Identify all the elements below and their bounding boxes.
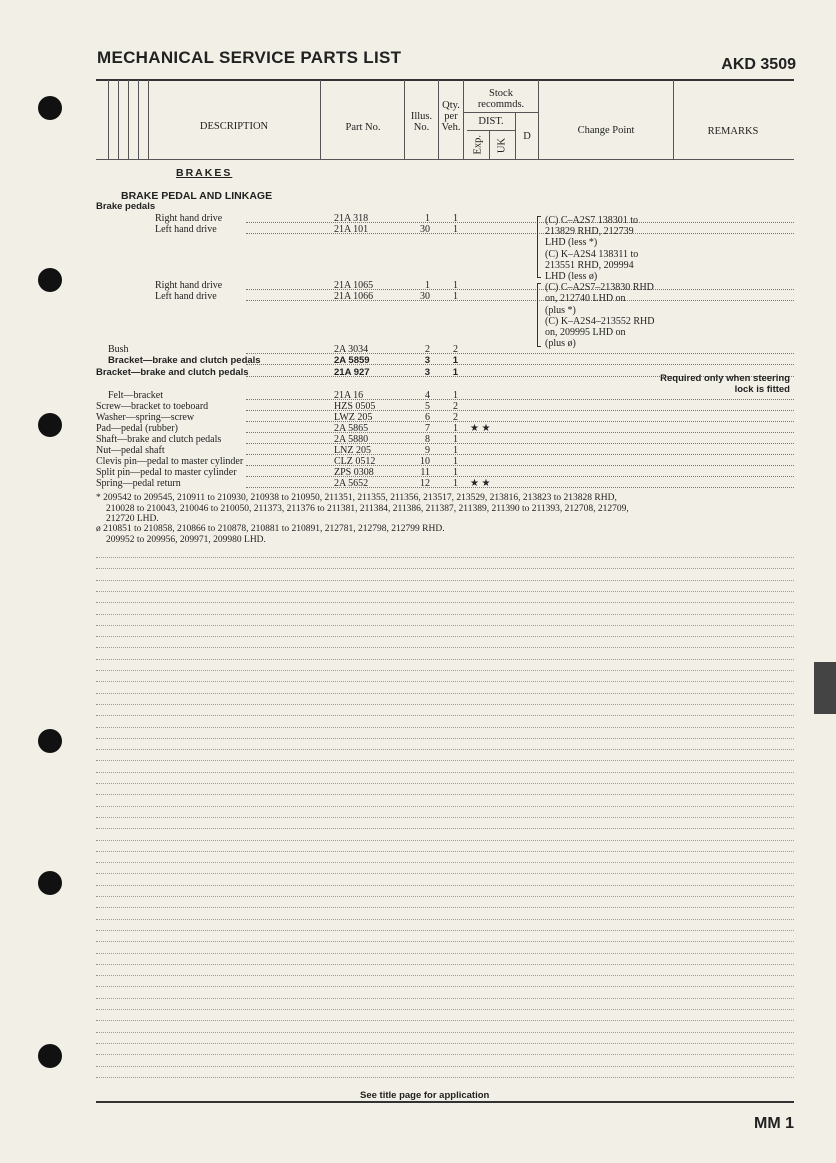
- part-number: HZS 0505: [334, 401, 376, 412]
- change-point-line: (plus *): [545, 304, 576, 316]
- illus-number: 5: [425, 401, 430, 412]
- part-number: 21A 1066: [334, 291, 374, 302]
- part-number: 2A 3034: [334, 344, 369, 355]
- part-description: Left hand drive: [155, 224, 217, 235]
- col-part-no: Part No.: [345, 122, 381, 133]
- part-description: Pad—pedal (rubber): [96, 423, 178, 434]
- leader-dots: [246, 300, 794, 301]
- ruled-line: [96, 873, 794, 874]
- ruled-line: [96, 1043, 794, 1044]
- leader-dots: [246, 364, 794, 365]
- leader-dots: [246, 410, 794, 411]
- column-divider: [148, 80, 149, 159]
- ruled-line: [96, 738, 794, 739]
- illus-number: 3: [424, 355, 430, 366]
- ruled-line: [96, 727, 794, 728]
- part-number: 21A 318: [334, 213, 369, 224]
- change-point-line: (C) K–A2S4–213552 RHD: [545, 315, 655, 327]
- section-tab: [814, 662, 836, 714]
- leader-dots: [246, 465, 794, 466]
- ruled-line: [96, 817, 794, 818]
- part-number: CLZ 0512: [334, 456, 376, 467]
- dist-divider: [467, 130, 515, 131]
- illus-number: 12: [420, 478, 430, 489]
- illus-number: 6: [425, 412, 430, 423]
- change-point-line: (plus ø): [545, 338, 576, 350]
- ruled-line: [96, 1054, 794, 1055]
- col-dist: DIST.: [478, 116, 504, 127]
- illus-number: 3: [424, 367, 430, 378]
- part-description: Split pin—pedal to master cylinder: [96, 467, 237, 478]
- ruled-line: [96, 591, 794, 592]
- part-description: Spring—pedal return: [96, 478, 181, 489]
- col-uk: UK: [496, 137, 508, 154]
- col-d: D: [523, 131, 531, 142]
- part-description: Right hand drive: [155, 280, 223, 291]
- ruled-line: [96, 964, 794, 965]
- ruled-line: [96, 1077, 794, 1078]
- ruled-line: [96, 636, 794, 637]
- qty-per-vehicle: 2: [453, 401, 458, 412]
- illus-number: 7: [425, 423, 430, 434]
- part-description: Nut—pedal shaft: [96, 445, 165, 456]
- part-number: 2A 5865: [334, 423, 369, 434]
- change-point-line: (C) C–A2S7–213830 RHD: [545, 282, 654, 294]
- page-number: MM 1: [754, 1115, 794, 1132]
- qty-per-vehicle: 1: [453, 456, 458, 467]
- page-title: MECHANICAL SERVICE PARTS LIST: [97, 48, 402, 67]
- stock-stars: ★ ★: [470, 423, 491, 434]
- col-qty: Qty. per Veh.: [441, 100, 461, 133]
- illus-number: 8: [425, 434, 430, 445]
- ruled-line: [96, 828, 794, 829]
- binder-hole: [38, 871, 62, 895]
- ruled-line: [96, 1009, 794, 1010]
- footnote-line: 210028 to 210043, 210046 to 210050, 211373, 211376 to 211381, 211384, 211386, 211387, 211389, 211390 to 211393, 212708, 212709,: [106, 504, 629, 514]
- part-description: Left hand drive: [155, 291, 217, 302]
- group-title: Brake pedals: [96, 201, 156, 212]
- ruled-line: [96, 625, 794, 626]
- illus-number: 1: [425, 280, 430, 291]
- change-point-line: 213551 RHD, 209994: [545, 259, 634, 271]
- leader-dots: [246, 487, 794, 488]
- part-number: 21A 927: [334, 367, 370, 378]
- part-description: Shaft—brake and clutch pedals: [96, 434, 222, 445]
- change-point-line: LHD (less ø): [545, 271, 598, 282]
- part-number: 21A 101: [334, 224, 369, 235]
- qty-per-vehicle: 1: [452, 367, 458, 378]
- part-number: LWZ 205: [334, 412, 373, 423]
- ruled-line: [96, 568, 794, 569]
- col-change-point: Change Point: [577, 125, 635, 136]
- qty-per-vehicle: 1: [453, 467, 458, 478]
- column-divider: [118, 80, 119, 159]
- ruled-line: [96, 840, 794, 841]
- binder-hole: [38, 729, 62, 753]
- part-number: 2A 5652: [334, 478, 369, 489]
- illus-number: 11: [420, 467, 430, 478]
- qty-per-vehicle: 2: [453, 412, 458, 423]
- leader-dots: [246, 233, 794, 234]
- ruled-line: [96, 670, 794, 671]
- column-divider: [128, 80, 129, 159]
- column-divider: [108, 80, 109, 159]
- footer-note: See title page for application: [360, 1090, 490, 1101]
- ruled-line: [96, 907, 794, 908]
- ruled-line: [96, 806, 794, 807]
- footer-rule: [96, 1101, 794, 1103]
- part-description: Washer—spring—screw: [96, 412, 195, 423]
- ruled-line: [96, 1032, 794, 1033]
- illus-number: 10: [420, 456, 430, 467]
- leader-dots: [246, 421, 794, 422]
- part-number: 21A 16: [334, 390, 364, 401]
- qty-per-vehicle: 1: [453, 423, 458, 434]
- qty-per-vehicle: 1: [453, 434, 458, 445]
- binder-hole: [38, 1044, 62, 1068]
- qty-per-vehicle: 1: [453, 224, 458, 235]
- part-description: Clevis pin—pedal to master cylinder: [96, 456, 244, 467]
- ruled-line: [96, 930, 794, 931]
- footnote-line: ø 210851 to 210858, 210866 to 210878, 210881 to 210891, 212781, 212798, 212799 RHD.: [96, 524, 445, 534]
- ruled-line: [96, 862, 794, 863]
- ruled-line: [96, 647, 794, 648]
- footnote-line: 212720 LHD.: [106, 514, 159, 524]
- ruled-line: [96, 749, 794, 750]
- part-number: ZPS 0308: [334, 467, 374, 478]
- ruled-line: [96, 772, 794, 773]
- change-point-line: on, 212740 LHD on: [545, 293, 626, 305]
- column-divider: [489, 130, 490, 159]
- document-code: AKD 3509: [721, 56, 796, 73]
- part-description: Felt—bracket: [108, 390, 163, 401]
- binder-hole: [38, 413, 62, 437]
- col-illus: Illus. No.: [410, 111, 433, 133]
- part-description: Bracket—brake and clutch pedals: [108, 355, 261, 366]
- header-bottom-rule: [96, 159, 794, 160]
- column-divider: [320, 80, 321, 159]
- binder-hole: [38, 96, 62, 120]
- leader-dots: [246, 443, 794, 444]
- header-rule: [96, 79, 794, 81]
- qty-per-vehicle: 1: [453, 213, 458, 224]
- illus-number: 9: [425, 445, 430, 456]
- ruled-line: [96, 704, 794, 705]
- ruled-line: [96, 794, 794, 795]
- bracket: [537, 283, 541, 347]
- illus-number: 30: [420, 291, 430, 302]
- change-point-line: (C) C–A2S7 138301 to: [545, 215, 639, 226]
- col-description: DESCRIPTION: [199, 121, 269, 132]
- column-divider: [538, 80, 539, 159]
- ruled-line: [96, 953, 794, 954]
- col-stock: Stock recommds.: [477, 88, 525, 110]
- part-number: 21A 1065: [334, 280, 374, 291]
- section-subtitle: BRAKE PEDAL AND LINKAGE: [121, 190, 273, 202]
- illus-number: 2: [425, 344, 430, 355]
- ruled-line: [96, 851, 794, 852]
- leader-dots: [246, 222, 794, 223]
- qty-per-vehicle: 1: [452, 355, 458, 366]
- ruled-line: [96, 975, 794, 976]
- leader-dots: [246, 289, 794, 290]
- qty-per-vehicle: 1: [453, 390, 458, 401]
- section-title: BRAKES: [176, 167, 233, 179]
- ruled-line: [96, 919, 794, 920]
- change-point-line: LHD (less *): [545, 237, 598, 249]
- bracket: [537, 216, 541, 278]
- ruled-line: [96, 681, 794, 682]
- illus-number: 30: [420, 224, 430, 235]
- part-description: Right hand drive: [155, 213, 223, 224]
- footnote-line: 209952 to 209956, 209971, 209980 LHD.: [106, 535, 266, 545]
- ruled-line: [96, 659, 794, 660]
- change-point-line: (C) K–A2S4 138311 to: [545, 248, 639, 260]
- remarks-note: Required only when steering lock is fitted: [660, 373, 790, 395]
- part-number: LNZ 205: [334, 445, 371, 456]
- part-description: Bracket—brake and clutch pedals: [96, 367, 249, 378]
- ruled-line: [96, 557, 794, 558]
- ruled-line: [96, 760, 794, 761]
- ruled-line: [96, 998, 794, 999]
- ruled-line: [96, 602, 794, 603]
- binder-hole: [38, 268, 62, 292]
- ruled-line: [96, 715, 794, 716]
- footnote-line: * 209542 to 209545, 210911 to 210930, 210938 to 210950, 211351, 211355, 211356, 213517, 213529, 213816, 213823 to 213828 RHD,: [96, 493, 617, 503]
- column-divider: [673, 80, 674, 159]
- ruled-line: [96, 1066, 794, 1067]
- column-divider: [138, 80, 139, 159]
- ruled-line: [96, 614, 794, 615]
- leader-dots: [246, 353, 794, 354]
- qty-per-vehicle: 1: [453, 445, 458, 456]
- col-exp: Exp.: [472, 134, 484, 155]
- part-number: 2A 5859: [334, 355, 370, 366]
- change-point-line: 213829 RHD, 212739: [545, 226, 634, 238]
- ruled-line: [96, 941, 794, 942]
- qty-per-vehicle: 1: [453, 280, 458, 291]
- ruled-line: [96, 986, 794, 987]
- ruled-line: [96, 1020, 794, 1021]
- illus-number: 1: [425, 213, 430, 224]
- part-number: 2A 5880: [334, 434, 369, 445]
- change-point-line: on, 209995 LHD on: [545, 327, 626, 338]
- ruled-line: [96, 896, 794, 897]
- leader-dots: [246, 454, 794, 455]
- leader-dots: [246, 432, 794, 433]
- illus-number: 4: [425, 390, 430, 401]
- leader-dots: [246, 476, 794, 477]
- ruled-line: [96, 580, 794, 581]
- qty-per-vehicle: 1: [453, 478, 458, 489]
- qty-per-vehicle: 2: [453, 344, 458, 355]
- qty-per-vehicle: 1: [453, 291, 458, 302]
- part-description: Screw—bracket to toeboard: [96, 401, 209, 412]
- part-description: Bush: [108, 344, 129, 355]
- ruled-line: [96, 885, 794, 886]
- col-remarks: REMARKS: [707, 126, 759, 137]
- ruled-line: [96, 693, 794, 694]
- stock-divider: [463, 112, 538, 113]
- ruled-line: [96, 783, 794, 784]
- stock-stars: ★ ★: [470, 478, 491, 489]
- leader-dots: [246, 399, 794, 400]
